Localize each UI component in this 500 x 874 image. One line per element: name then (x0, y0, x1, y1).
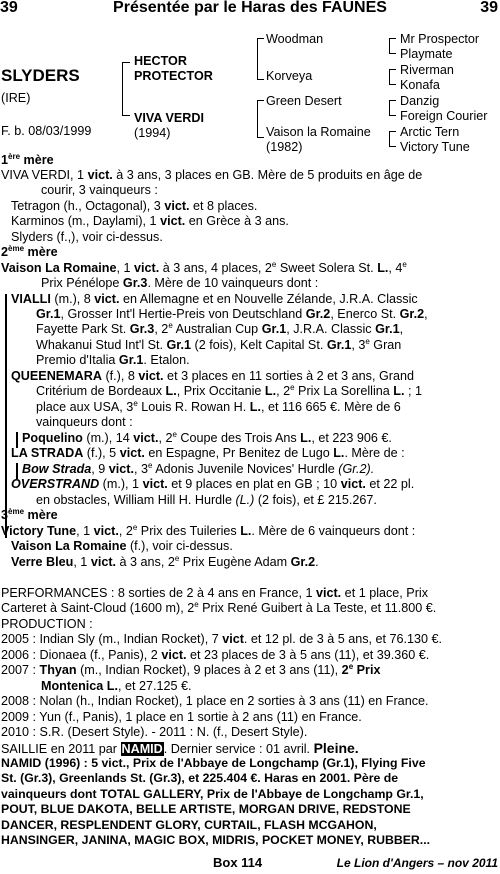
lot-number-left: 39 (0, 0, 18, 16)
line: Verre Bleu, 1 vict. à 3 ans, 2e Prix Eugène Adam Gr.2. (11, 553, 319, 569)
line: QUEENEMARA (f.), 8 vict. et 3 places en 11 sorties à 2 et 3 ans, Grand (11, 369, 414, 383)
ggp-2: Playmate (400, 47, 453, 61)
sire-name-2: PROTECTOR (134, 69, 213, 83)
ggp-bracket-4 (389, 131, 396, 147)
ggp-3: Riverman (400, 63, 454, 77)
line: vainqueurs dont : (36, 415, 133, 429)
horse-birth: F. b. 08/03/1999 (1, 124, 92, 138)
granddam-2: Vaison la Romaine (266, 125, 371, 139)
line: Victory Tune, 1 vict., 2e Prix des Tuileries L.. Mère de 6 vainqueurs dont : (1, 522, 416, 538)
line: en obstacles, William Hill H. Hurdle (L.) (2 fois), et £ 215.267. (36, 493, 377, 507)
dam-name: VIVA VERDI (134, 111, 204, 125)
line: 2009 : Yun (f., Panis), 1 place en 1 sortie à 2 ans (11) en France. (1, 710, 362, 724)
line: Vaison La Romaine, 1 vict. à 3 ans, 4 places, 2e Sweet Solera St. L., 4e (1, 259, 407, 275)
sire-parents-bracket (257, 38, 264, 80)
line: Carteret à Saint-Cloud (1600 m), 2e Prix René Guibert à La Teste, et 11.800 €. (1, 599, 437, 615)
line: St. (Gr.3), Greenlands St. (Gr.3), et 225.404 €. Haras en 2001. Père de (1, 771, 399, 785)
line: LA STRADA (f.), 5 vict. en Espagne, Pr Benitez de Lugo L.. Mère de : (11, 446, 405, 460)
line: place aux USA, 3e Louis R. Rowan H. L., et 116 665 €. Mère de 6 (36, 398, 401, 414)
ggp-1: Mr Prospector (400, 32, 480, 46)
box-number: Box 114 (213, 855, 263, 870)
line: Vaison La Romaine (f.), voir ci-dessus. (11, 539, 233, 553)
ggp-bracket-3 (389, 100, 396, 116)
line: PRODUCTION : (1, 617, 93, 631)
line: Whakanui Stud Int'l St. Gr.1 (2 fois), Kelt Capital St. Gr.1, 3e Gran (36, 336, 402, 352)
line: VIALLI (m.), 8 vict. en Allemagne et en Nouvelle Zélande, J.R.A. Classic (11, 292, 418, 306)
line: Fayette Park St. Gr.3, 2e Australian Cup Gr.1, J.R.A. Classic Gr.1, (36, 320, 404, 336)
horse-country: (IRE) (1, 91, 31, 105)
line: 2008 : Nolan (h., Indian Rocket), 1 place en 2 sorties à 3 ans (11) en France. (1, 694, 429, 708)
line: PERFORMANCES : 8 sorties de 2 à 4 ans en France, 1 vict. et 1 place, Prix (1, 586, 428, 600)
line: Montenica L., et 27.125 €. (41, 679, 192, 693)
ggp-5: Danzig (400, 94, 440, 108)
granddam-2-year: (1982) (266, 140, 303, 154)
line: Prix Pénélope Gr.3. Mère de 10 vainqueurs dont : (41, 276, 319, 290)
line: Premio d'Italia Gr.1. Etalon. (36, 353, 190, 367)
first-dam-heading: 1ère mère (1, 151, 54, 167)
line: Karminos (m., Daylami), 1 vict. en Grèce à 3 ans. (11, 214, 289, 228)
sire-name-1: HECTOR (134, 54, 187, 68)
venue-date: Le Lion d'Angers – nov 2011 (336, 856, 498, 870)
descendant-rule (5, 294, 7, 538)
horse-name: SLYDERS (1, 66, 80, 85)
line: VIVA VERDI, 1 vict. à 3 ans, 3 places en GB. Mère de 5 produits en âge de (1, 168, 423, 182)
line: Poquelino (m.), 14 vict., 2e Coupe des Trois Ans L., et 223 906 €. (22, 429, 392, 445)
line: vainqueurs dont TOTAL GALLERY, Prix de l'Abbaye de Longchamp Gr.1, (1, 787, 424, 801)
line: Critérium de Bordeaux L., Prix Occitanie L., 2e Prix La Sorellina L. ; 1 (36, 382, 422, 398)
ggp-4: Konafa (400, 78, 440, 92)
line: DANCER, RESPLENDENT GLORY, CURTAIL, FLASH MCGAHON, (1, 818, 377, 832)
line: NAMID (1996) : 5 vict., Prix de l'Abbaye de Longchamp (Gr.1), Flying Five (1, 756, 426, 770)
ggp-6: Foreign Courier (400, 109, 488, 123)
line: Bow Strada, 9 vict., 3e Adonis Juvenile Novices' Hurdle (Gr.2). (22, 460, 375, 476)
ggp-bracket-2 (389, 69, 396, 85)
third-dam-heading: 3ème mère (1, 506, 58, 522)
lot-number-right: 39 (480, 0, 498, 16)
line: OVERSTRAND (m.), 1 vict. et 9 places en plat en GB ; 10 vict. et 22 pl. (11, 477, 415, 491)
line: 2007 : Thyan (m., Indian Rocket), 9 places à 2 et 3 ans (11), 2e Prix (1, 661, 381, 677)
line: Gr.1, Grosser Int'l Hertie-Preis von Deutschland Gr.2, Enerco St. Gr.2, (36, 307, 428, 321)
granddam-1: Korveya (266, 69, 313, 83)
line: 2005 : Indian Sly (m., Indian Rocket), 7 vict. et 12 pl. de 3 à 5 ans, et 76.130 €. (1, 632, 443, 646)
second-dam-heading: 2ème mère (1, 243, 58, 259)
page-header (0, 0, 500, 20)
ggp-8: Victory Tune (400, 140, 470, 154)
line: POUT, BLUE DAKOTA, BELLE ARTISTE, MORGAN DRIVE, REDSTONE (1, 802, 411, 816)
line: 2006 : Dionaea (f., Panis), 2 vict. et 23 places de 3 à 5 ans (11), et 39.360 €. (1, 648, 430, 662)
dam-year: (1994) (134, 126, 171, 140)
line: courir, 3 vainqueurs : (41, 183, 158, 197)
line: Slyders (f.,), voir ci-dessus. (11, 230, 163, 244)
line: HANSINGER, JANINA, MAGIC BOX, MIDRIS, POCKET MONEY, RUBBER... (1, 833, 431, 847)
line: 2010 : S.R. (Desert Style). - 2011 : N. (f., Desert Style). (1, 725, 308, 739)
grandsire-1: Woodman (266, 32, 324, 46)
grandsire-2: Green Desert (266, 94, 342, 108)
dam-parents-bracket (257, 100, 264, 138)
line: SAILLIE en 2011 par NAMID. Dernier service : 01 avril. Pleine. (1, 740, 359, 756)
ggp-7: Arctic Tern (400, 125, 460, 139)
ggp-bracket-1 (389, 38, 396, 54)
header-title: Présentée par le Haras des FAUNES (113, 0, 387, 16)
sire-dam-bracket (122, 62, 130, 116)
line: Tetragon (h., Octagonal), 3 vict. et 8 places. (11, 199, 258, 213)
